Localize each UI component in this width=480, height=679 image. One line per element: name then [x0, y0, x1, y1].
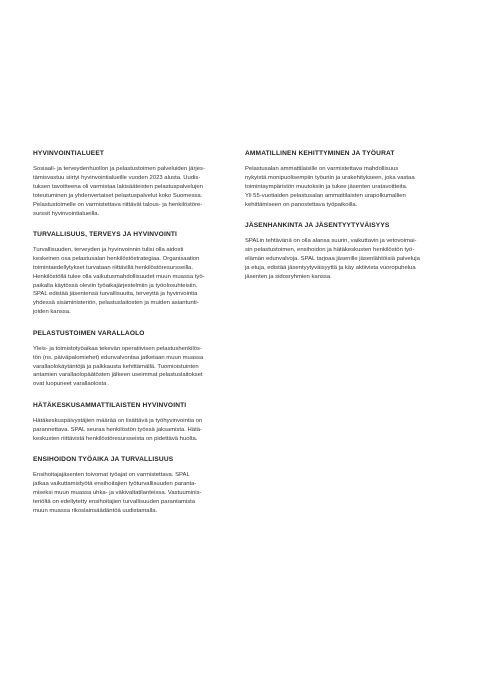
body-line: Hätäkeskuspäivystäjien määrää on lisättävä ja työhyvinvointia on [33, 417, 203, 424]
body-line: keskusten riittävistä henkilöstöresursseista on pidettävä huolta. [33, 435, 198, 442]
body-line: parannettava. SPAL seuraa henkilöstön työssä jaksamista. Hätä- [33, 426, 202, 433]
body-line: jatkaa vaikuttamistyötä ensihoitajien työturvallisuuden paranta- [33, 480, 197, 487]
body-line: SPAL edistää jäsentensä turvallisuutta, terveyttä ja hyvinvointia [33, 291, 198, 298]
body-line: sin pelastustoimen, ensihoidon ja hätäkeskusten henkilöstön työ- [245, 246, 415, 253]
body-line: Sosiaali- ja terveydenhuollon ja pelastustoimen palveluiden järjes- [33, 166, 205, 172]
body-line: muun muassa rikoslainsäädäntöä uudistamalla. [33, 507, 158, 514]
body-line: antamien varallaolopäätösten jälkeen useimmat pelastuslaitokset [33, 372, 203, 379]
section-body [33, 345, 238, 390]
body-line: tämisvastuu siirtyi hyvinvointialueille vuoden 2023 alusta. Uudis- [33, 174, 201, 181]
section-heading: JÄSENHANKINTA JA JÄSENTYYTYVÄISYYS [245, 222, 390, 230]
body-line: Yli 55-vuotiaiden pelastusalan ammattilaisten urapolkumallien [245, 192, 406, 199]
section-heading: HYVINVOINTIALUEET [33, 150, 105, 157]
body-line: surssit hyvinvointialueilla. [33, 210, 100, 217]
body-line: keskeinen osa pelastusalan henkilöstöstrategiaa. Organisaation [33, 255, 200, 262]
body-line: toteutuminen ja yhdenvertaiset pelastuspalvelut koko Suomessa. [33, 192, 203, 199]
body-line: Turvallisuuden, terveyden ja hyvinvoinnin tulisi olla aidosti [33, 246, 184, 253]
section-varallaolo [33, 330, 238, 390]
body-line: ja etuja, edistää jäsentyytyväisyyttä ja käy aktiivista vuoropuhelua [245, 264, 416, 271]
section-body [33, 165, 238, 218]
section-body [245, 237, 450, 282]
body-line: Ensihoitajajäsenten toivomat työajat on varmistettava. SPAL [33, 471, 190, 478]
section-heading: AMMATILLINEN KEHITTYMINEN JA TYÖURAT [245, 150, 395, 157]
section-body [33, 417, 238, 444]
section-body [33, 471, 238, 516]
body-line: varallaolokäytäntöjä ja palkkausta kehittämällä. Tuomioistuinten [33, 363, 199, 370]
section-heading: ENSIHOIDON TYÖAIKA JA TURVALLISUUS [33, 455, 174, 463]
body-line: yhdessä sisäministeriön, pelastuslaitosten ja muiden asiantunti- [33, 300, 199, 307]
body-line: nykyistä monipuolisempiin työuriin ja urakehitykseen, joka vastaa [245, 174, 415, 181]
section-hyvinvointialueet [33, 150, 238, 218]
body-line: tuksen tavoitteena oli varmistaa lakisääteisten pelastuspalvelujen [33, 183, 203, 190]
body-line: Yleis- ja toimistotyöaikaa tekevän operatiivisen pelastushenkilös- [33, 345, 202, 352]
body-line: miseksi muun muassa uhka- ja väkivaltatilanteissa. Vastuuminis- [33, 489, 202, 496]
body-line: toimintaedellytykset turvataan riittävillä henkilöstöresursseilla. [33, 264, 194, 271]
body-line: ovat luopuneet varallaolosta . [33, 381, 110, 388]
section-ensihoito [33, 456, 238, 516]
body-line: Pelastusalan ammattilaisille on varmistettava mahdollisuus [245, 166, 399, 172]
body-line: tön (ns. päiväpalomiehet) edunvalvontaa jatketaan muun muassa [33, 354, 204, 361]
body-line: SPALin tehtävänä on olla alansa suurin, vaikuttavin ja vetovoimai- [245, 238, 417, 245]
section-jasenhankinta [245, 222, 450, 282]
section-body [245, 165, 450, 210]
body-line: Henkilöstöllä tulee olla vaikutusmahdollisuudet muun muassa työ- [33, 273, 205, 280]
section-hatakeskus [33, 402, 238, 444]
body-line: toimintaympäristön muutoksiin ja tukee jäsenten uratavoitteita. [245, 183, 408, 190]
body-line: Pelastustoimelle on varmistettava riittävät talous- ja henkilöstöre- [33, 201, 203, 208]
body-line: teriöltä on edellytetty ensihoitajien turvallisuuden parantamista [33, 498, 196, 505]
section-body [33, 246, 238, 317]
body-line: kehittämiseen on panostettava työpaikoilla. [245, 201, 358, 208]
body-line: elämän edunvalvoja. SPAL tarjoaa jäsenille jäsenlähtöisiä palveluja [245, 255, 420, 262]
body-line: jäsenten ja sidosryhmien kanssa. [245, 273, 332, 280]
section-ammatillinen [245, 150, 450, 210]
body-line: paikalla käytössä oleviin työaikajärjestelmiin ja työolosuhteisiin. [33, 282, 198, 289]
section-heading: PELASTUSTOIMEN VARALLAOLO [33, 329, 145, 337]
left-column [33, 150, 238, 528]
body-line: joiden kanssa. [33, 309, 71, 316]
right-column [245, 150, 450, 294]
section-heading: HÄTÄKESKUSAMMATTILAISTEN HYVINVOINTI [33, 401, 187, 409]
section-heading: TURVALLISUUS, TERVEYS JA HYVINVOINTI [33, 230, 178, 238]
section-turvallisuus [33, 231, 238, 317]
